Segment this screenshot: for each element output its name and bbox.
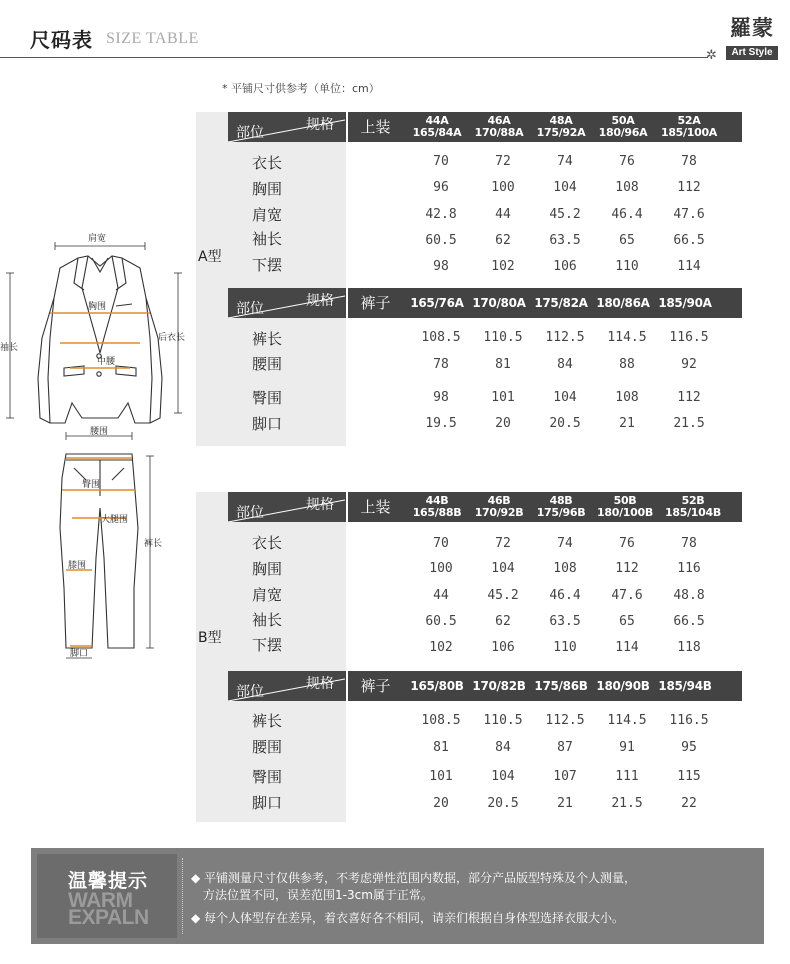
table-cell: 74 [557,154,573,169]
size-spec: 175/92A [536,126,586,139]
table-cell: 106 [553,259,577,274]
table-cell: 65 [619,233,635,248]
brand-logo-name: 羅蒙 [730,15,774,40]
table-cell: 114 [615,640,639,655]
table-cell: 98 [433,259,449,274]
table-cell: 110.5 [483,713,523,728]
table-cell: 104 [553,390,577,405]
row-label: 袖长 [252,611,283,629]
size-header: 170/80A [472,296,526,310]
table-cell: 63.5 [549,614,581,629]
diagonal-header-cell [228,671,345,701]
table-cell: 45.2 [487,588,519,603]
diag-spec-label: 规格 [306,117,334,133]
table-cell: 104 [491,561,515,576]
table-cell: 114.5 [607,713,647,728]
table-cell: 115 [677,769,701,784]
size-code: 46A [487,114,511,127]
table-cell: 87 [557,740,573,755]
label-mid-waist: 中腰 [97,357,116,367]
table-cell: 101 [429,769,453,784]
table-cell: 84 [557,357,573,372]
size-header [592,492,658,522]
table-cell: 104 [553,180,577,195]
table-cell: 19.5 [425,416,457,431]
table-cell: 88 [619,357,635,372]
row-label: 袖长 [252,230,283,248]
size-header [468,112,530,142]
size-spec: 175/96B [536,506,586,519]
size-header: 185/94B [658,679,712,693]
size-header: 170/82B [472,679,526,693]
table-cell: 70 [433,154,449,169]
row-label: 裤长 [252,712,283,730]
label-hip: 臀围 [82,480,101,490]
size-spec: 185/100A [660,126,718,139]
size-header [406,112,468,142]
table-cell: 108 [553,561,577,576]
size-code: 46B [487,494,511,507]
diagonal-header-cell [228,288,345,318]
label-shoulder: 肩宽 [88,234,107,244]
block-b-jacket-header [228,492,742,522]
table-cell: 112.5 [545,330,585,345]
table-cell: 21.5 [673,416,705,431]
size-header [530,112,592,142]
row-label: 衣长 [252,154,283,172]
label-hem: 脚口 [70,649,89,659]
size-header: 165/76A [410,296,464,310]
table-cell: 74 [557,536,573,551]
block-a-jacket-header [228,112,742,142]
table-cell: 78 [681,154,697,169]
size-code: 48B [549,494,573,507]
size-code: 52B [681,494,705,507]
garment-label: 裤子 [360,294,391,312]
size-header: 175/82A [534,296,588,310]
table-cell: 47.6 [611,588,643,603]
size-code: 48A [549,114,573,127]
table-cell: 60.5 [425,233,457,248]
table-cell: 116.5 [669,713,709,728]
size-header [406,492,468,522]
size-header: 180/86A [596,296,650,310]
table-cell: 108 [615,180,639,195]
label-back-length: 后衣长 [158,333,186,343]
table-cell: 118 [677,640,701,655]
size-code: 44A [425,114,449,127]
row-label: 腰围 [252,355,283,373]
table-cell: 84 [495,740,511,755]
table-cell: 104 [491,769,515,784]
table-cell: 107 [553,769,577,784]
size-header [468,492,530,522]
row-label: 衣长 [252,534,283,552]
table-cell: 112 [677,180,701,195]
size-header: 180/90B [596,679,650,693]
table-cell: 116 [677,561,701,576]
label-chest: 胸围 [88,302,107,312]
table-cell: 96 [433,180,449,195]
table-cell: 114 [677,259,701,274]
table-cell: 78 [681,536,697,551]
row-label: 臀围 [252,768,283,786]
brand-logo-tag: Art Style [726,46,778,60]
warm-tip-title: 温馨提示 [68,870,149,892]
diag-spec-label: 规格 [306,497,334,513]
table-cell: 101 [491,390,515,405]
diag-part-label: 部位 [236,125,264,141]
table-cell: 76 [619,154,635,169]
table-cell: 112 [677,390,701,405]
table-cell: 62 [495,233,511,248]
table-cell: 22 [681,796,697,811]
table-cell: 65 [619,614,635,629]
warm-tip-line-2: 方法位置不同，误差范围1-3cm属于正常。 [203,888,433,902]
table-cell: 20 [433,796,449,811]
table-cell: 92 [681,357,697,372]
table-cell: 100 [491,180,515,195]
table-cell: 66.5 [673,614,705,629]
table-cell: 111 [615,769,639,784]
warm-tip-line-3: ◆ 每个人体型存在差异，着衣喜好各不相同，请亲们根据自身体型选择衣服大小。 [191,911,625,925]
warm-tip-panel [31,848,764,944]
diag-part-label: 部位 [236,505,264,521]
row-label: 胸围 [252,560,283,578]
table-cell: 112 [615,561,639,576]
table-cell: 108.5 [421,713,461,728]
header-divider [0,57,708,58]
label-trouser-length: 裤长 [144,539,163,549]
table-cell: 20.5 [487,796,519,811]
row-label: 脚口 [252,794,283,812]
table-cell: 66.5 [673,233,705,248]
table-cell: 76 [619,536,635,551]
size-header: 165/80B [410,679,464,693]
block-b-trousers-header [228,671,742,701]
table-cell: 21 [557,796,573,811]
star-ornament-icon: ✲ [706,48,717,63]
table-cell: 102 [429,640,453,655]
table-cell: 91 [619,740,635,755]
row-label: 脚口 [252,415,283,433]
table-cell: 63.5 [549,233,581,248]
page-title: 尺码表 [30,28,93,52]
row-label: 下摆 [252,256,283,274]
size-spec: 180/96A [598,126,648,139]
table-cell: 42.8 [425,207,457,222]
table-cell: 100 [429,561,453,576]
table-cell: 95 [681,740,697,755]
table-cell: 108.5 [421,330,461,345]
label-knee: 膝围 [68,561,87,571]
block-a-type-label: A型 [198,249,222,265]
suit-drawing [0,228,200,668]
table-cell: 72 [495,154,511,169]
table-cell: 21 [619,416,635,431]
size-code: 52A [677,114,701,127]
table-cell: 110 [553,640,577,655]
table-cell: 102 [491,259,515,274]
size-header [658,492,728,522]
block-a-trousers-header [228,288,742,318]
garment-label: 裤子 [360,677,391,695]
table-cell: 46.4 [549,588,581,603]
table-cell: 20.5 [549,416,581,431]
diag-part-label: 部位 [236,301,264,317]
size-header [592,112,654,142]
size-code: 50B [613,494,637,507]
warm-tip-divider [182,858,183,934]
diag-spec-label: 规格 [306,676,334,692]
diagonal-header-cell [228,112,345,142]
warm-tip-en-2: EXPALN [68,906,149,929]
label-waist: 腰围 [90,427,109,437]
size-header [654,112,724,142]
size-spec: 165/84A [412,126,462,139]
size-spec: 170/88A [474,126,524,139]
size-spec: 165/88B [412,506,462,519]
brand-logo [724,12,780,62]
table-cell: 81 [433,740,449,755]
label-sleeve: 袖长 [0,343,19,353]
table-cell: 48.8 [673,588,705,603]
row-label: 下摆 [252,636,283,654]
size-header: 175/86B [534,679,588,693]
table-cell: 47.6 [673,207,705,222]
table-cell: 114.5 [607,330,647,345]
table-cell: 106 [491,640,515,655]
table-cell: 112.5 [545,713,585,728]
row-label: 胸围 [252,180,283,198]
table-cell: 116.5 [669,330,709,345]
table-cell: 81 [495,357,511,372]
diag-spec-label: 规格 [306,293,334,309]
table-cell: 72 [495,536,511,551]
table-cell: 98 [433,390,449,405]
table-cell: 110 [615,259,639,274]
size-header: 185/90A [658,296,712,310]
table-cell: 44 [433,588,449,603]
table-cell: 70 [433,536,449,551]
table-cell: 62 [495,614,511,629]
size-code: 50A [611,114,635,127]
row-label: 裤长 [252,330,283,348]
unit-note: * 平铺尺寸供参考（单位：cm） [222,82,380,95]
warm-tip-en-1: WARM [68,889,133,912]
size-spec: 170/92B [474,506,524,519]
garment-label: 上装 [360,118,391,136]
block-b-type-label: B型 [198,630,222,646]
row-label: 肩宽 [252,586,283,604]
table-cell: 78 [433,357,449,372]
garment-label: 上装 [360,498,391,516]
size-spec: 180/100B [597,506,653,519]
page-subtitle: SIZE TABLE [106,30,199,47]
row-label: 腰围 [252,738,283,756]
table-cell: 108 [615,390,639,405]
size-spec: 185/104B [665,506,721,519]
row-label: 臀围 [252,389,283,407]
diagonal-header-cell [228,492,345,522]
table-cell: 45.2 [549,207,581,222]
table-cell: 44 [495,207,511,222]
label-thigh: 大腿围 [101,515,129,525]
row-label: 肩宽 [252,206,283,224]
suit-illustration [0,228,200,668]
table-cell: 20 [495,416,511,431]
table-cell: 21.5 [611,796,643,811]
table-cell: 110.5 [483,330,523,345]
table-cell: 46.4 [611,207,643,222]
table-cell: 60.5 [425,614,457,629]
diag-part-label: 部位 [236,684,264,700]
size-header [530,492,592,522]
size-code: 44B [425,494,449,507]
warm-tip-line-1: ◆ 平铺测量尺寸仅供参考，不考虑弹性范围内数据，部分产品版型特殊及个人测量， [191,871,637,885]
